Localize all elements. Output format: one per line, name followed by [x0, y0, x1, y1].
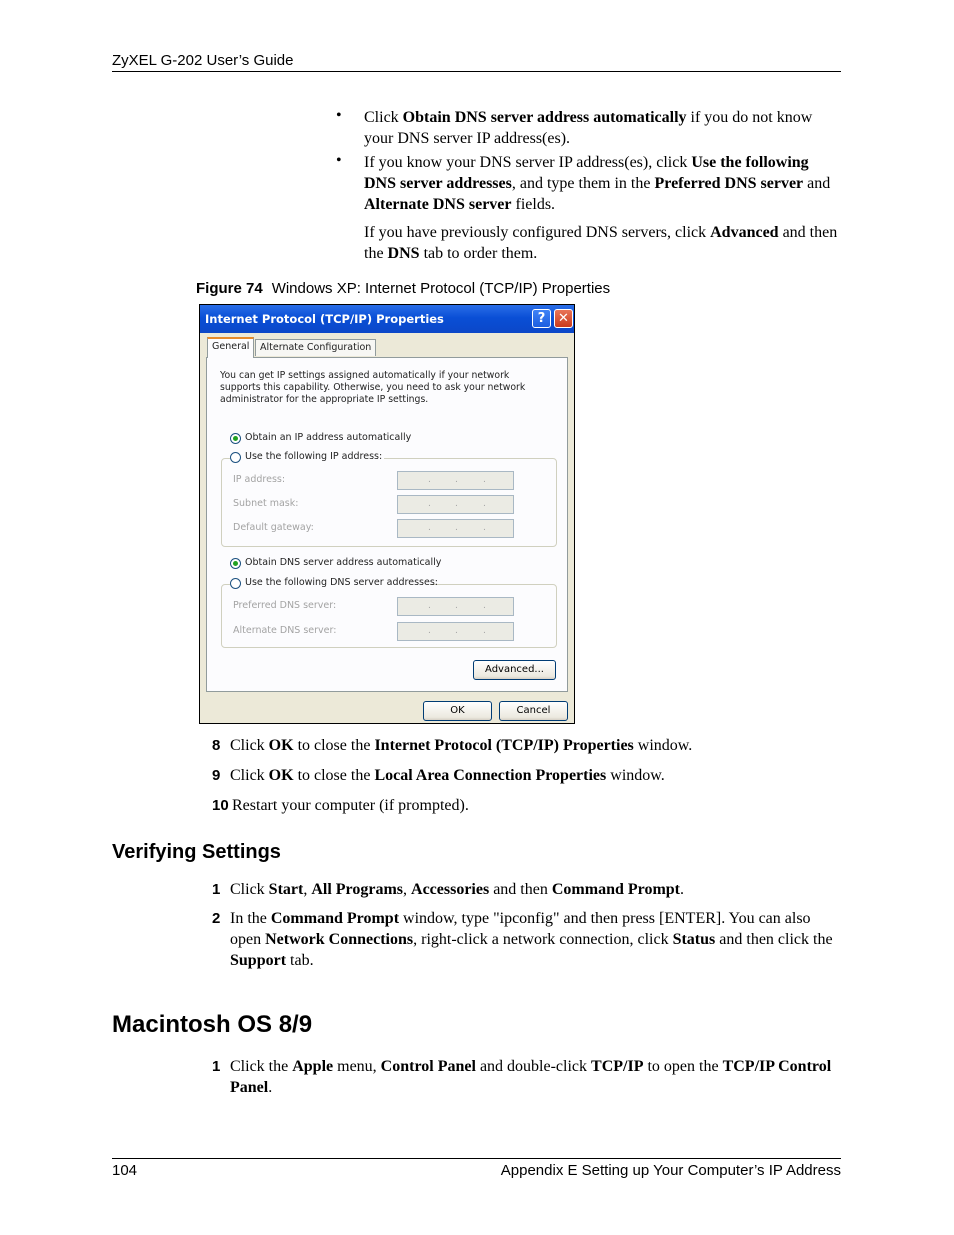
radio-obtain-ip-label: Obtain an IP address automatically	[245, 432, 412, 443]
step-number: 9	[212, 767, 221, 784]
text-bold: Alternate DNS server	[364, 196, 512, 213]
tab-general[interactable]: General	[207, 337, 254, 358]
text-run: If you have previously configured DNS servers, click	[364, 224, 711, 241]
text-bold: All Programs	[311, 881, 404, 898]
text-bold: Control Panel	[380, 1058, 476, 1075]
ip-dot: .	[483, 601, 486, 611]
footer-rule	[112, 1158, 841, 1159]
text-run: ,	[303, 881, 312, 898]
text-bold: Support	[230, 952, 287, 969]
step-number: 10	[212, 797, 229, 814]
text-run: If you know your DNS server IP address(es), click	[364, 154, 692, 171]
text-run: , right-click a network connection, click	[413, 931, 673, 948]
ip-dot: .	[428, 523, 431, 533]
ip-dot: .	[483, 475, 486, 485]
subnet-mask-input[interactable]	[397, 495, 514, 514]
dialog-title: Internet Protocol (TCP/IP) Properties	[205, 312, 444, 326]
text-run: window.	[606, 767, 665, 784]
ip-dot: .	[455, 475, 458, 485]
verify-step-2-text	[230, 908, 842, 971]
figure-label: Figure 74	[196, 280, 263, 297]
text-bold: Start	[268, 881, 304, 898]
text-run: menu,	[333, 1058, 381, 1075]
running-header: ZyXEL G-202 User’s Guide	[112, 52, 294, 69]
info-text: You can get IP settings assigned automatically if your network supports this capability. Otherwise, you need to ask your network administrator for the appropriate IP settings.	[220, 370, 526, 405]
text-run: and then the	[364, 224, 838, 262]
text-run: .	[268, 1079, 273, 1096]
radio-obtain-dns-label: Obtain DNS server address automatically	[245, 557, 442, 568]
radio-use-dns[interactable]	[230, 578, 241, 589]
default-gateway-input[interactable]	[397, 519, 514, 538]
step-number: 8	[212, 737, 221, 754]
header-rule	[112, 71, 841, 72]
radio-use-ip-label: Use the following IP address:	[245, 451, 383, 462]
text-bold: Accessories	[411, 881, 490, 898]
close-icon[interactable]: ✕	[554, 309, 573, 328]
advanced-button[interactable]: Advanced...	[473, 660, 556, 680]
text-bold: TCP/IP	[591, 1058, 644, 1075]
default-gateway-label: Default gateway:	[233, 522, 314, 533]
text-bold: Advanced	[710, 224, 779, 241]
general-tab-panel	[206, 357, 568, 692]
ip-address-label: IP address:	[233, 474, 286, 485]
step-number: 2	[212, 910, 221, 927]
text-run: and then	[489, 881, 552, 898]
text-run: fields.	[511, 196, 556, 213]
text-run: Click	[230, 767, 269, 784]
section-heading-verifying: Verifying Settings	[112, 841, 281, 863]
text-bold: Network Connections	[265, 931, 414, 948]
text-run: window, type "ipconfig" and then press [ENTER]. You can also open	[230, 910, 811, 948]
verify-step-1-text	[230, 879, 842, 900]
text-bold: Local Area Connection Properties	[374, 767, 607, 784]
ip-dot: .	[455, 626, 458, 636]
bullet-marker: •	[336, 152, 342, 169]
dialog-titlebar	[200, 305, 574, 333]
ip-dot: .	[455, 499, 458, 509]
text-run: window.	[633, 737, 693, 754]
text-run: tab.	[286, 952, 314, 969]
text-run: to close the	[293, 767, 375, 784]
preferred-dns-input[interactable]	[397, 597, 514, 616]
text-run: Click the	[230, 1058, 293, 1075]
text-run: Click	[364, 109, 403, 126]
alternate-dns-label: Alternate DNS server:	[233, 625, 337, 636]
section-heading-macintosh: Macintosh OS 8/9	[112, 1011, 313, 1038]
step-10-text: Restart your computer (if prompted).	[232, 797, 469, 814]
tcpip-properties-dialog	[199, 304, 575, 724]
step-number: 1	[212, 881, 221, 898]
ip-dot: .	[428, 601, 431, 611]
text-run: to close the	[293, 737, 375, 754]
bullet-use-dns	[364, 152, 842, 215]
cancel-button[interactable]: Cancel	[499, 701, 568, 721]
subnet-mask-label: Subnet mask:	[233, 498, 299, 509]
footer-chapter: Appendix E Setting up Your Computer’s IP Address	[500, 1162, 841, 1179]
text-run: tab to order them.	[419, 245, 538, 262]
alternate-dns-input[interactable]	[397, 622, 514, 641]
text-run: to open the	[643, 1058, 723, 1075]
radio-obtain-dns[interactable]	[230, 558, 241, 569]
text-bold: Command Prompt	[551, 881, 681, 898]
help-icon[interactable]: ?	[532, 309, 551, 328]
bullet-obtain-dns	[364, 107, 842, 149]
ip-dot: .	[428, 499, 431, 509]
figure-caption-text: Windows XP: Internet Protocol (TCP/IP) Properties	[271, 280, 611, 297]
ip-dot: .	[428, 475, 431, 485]
text-run: and	[803, 175, 831, 192]
tab-alternate-configuration[interactable]: Alternate Configuration	[255, 339, 376, 356]
text-bold: Internet Protocol (TCP/IP) Properties	[374, 737, 634, 754]
ip-dot: .	[428, 626, 431, 636]
figure-caption	[196, 280, 610, 297]
text-run: if you do not know your DNS server IP address(es).	[364, 109, 813, 147]
text-bold: DNS	[387, 245, 420, 262]
text-bold: Obtain DNS server address automatically	[402, 109, 687, 126]
radio-use-dns-label: Use the following DNS server addresses:	[245, 577, 438, 588]
text-bold: OK	[268, 737, 294, 754]
text-bold: OK	[268, 767, 294, 784]
text-bold: TCP/IP Control Panel	[230, 1058, 832, 1096]
text-run: Click	[230, 881, 269, 898]
ip-dot: .	[483, 626, 486, 636]
text-bold: Preferred DNS server	[654, 175, 804, 192]
ip-address-input[interactable]	[397, 471, 514, 490]
text-run: and then click the	[715, 931, 833, 948]
text-bold: Use the following DNS server addresses	[364, 154, 809, 192]
text-run: .	[680, 881, 685, 898]
text-run: ,	[403, 881, 412, 898]
radio-use-dns-row[interactable]	[230, 577, 438, 590]
text-run: and double-click	[475, 1058, 592, 1075]
step-8-text	[230, 735, 842, 756]
text-run: , and type them in the	[511, 175, 655, 192]
step-number: 1	[212, 1058, 221, 1075]
ok-button[interactable]: OK	[423, 701, 492, 721]
ip-dot: .	[455, 601, 458, 611]
text-bold: Apple	[292, 1058, 334, 1075]
text-bold: Command Prompt	[270, 910, 400, 927]
preferred-dns-label: Preferred DNS server:	[233, 600, 337, 611]
ip-dot: .	[483, 499, 486, 509]
radio-use-ip[interactable]	[230, 452, 241, 463]
mac-step-1-text	[230, 1056, 842, 1098]
bullet-marker: •	[336, 107, 342, 124]
text-run: In the	[230, 910, 271, 927]
text-bold: Status	[672, 931, 716, 948]
step-9-text	[230, 765, 842, 786]
advanced-note	[364, 222, 842, 264]
text-run: Click	[230, 737, 269, 754]
ip-dot: .	[483, 523, 486, 533]
radio-use-ip-row[interactable]	[230, 452, 384, 464]
page-number: 104	[112, 1162, 138, 1179]
ip-dot: .	[455, 523, 458, 533]
radio-obtain-ip[interactable]	[230, 433, 241, 444]
